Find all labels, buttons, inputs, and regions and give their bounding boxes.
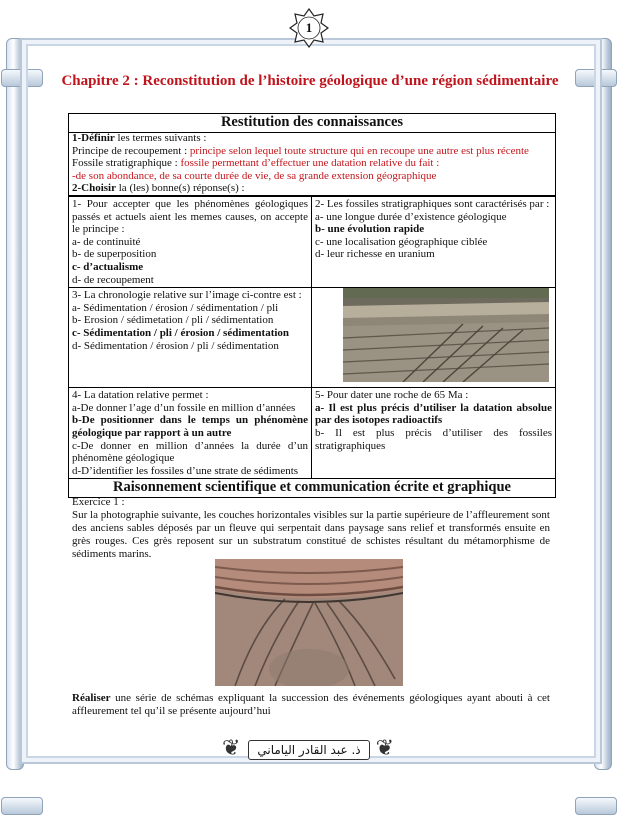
question-4: 4- La datation relative permet : a-De donner l’age d’un fossile en million d’années b-De positionner dans le temps un phénomène géologique par rapport à un autre c-De donner en million d’années la durée d’un phénomène géologique d-D’identifier les fossiles d’une strate de sédiments bbox=[69, 388, 312, 480]
exercise-title: Exercice 1 : bbox=[72, 496, 125, 508]
left-ornament-icon: ❦ bbox=[222, 735, 241, 760]
page-number: 1 bbox=[305, 20, 313, 35]
section-heading-restitution: Restitution des connaissances bbox=[68, 113, 556, 133]
exercise-task: Réaliser une série de schémas expliquant la succession des événements géologiques ayant abouti à cet affleurement tel qu’il se présente aujourd’hui bbox=[72, 692, 550, 717]
section-heading-raisonnement: Raisonnement scientifique et communication écrite et graphique bbox=[68, 478, 556, 498]
chapter-title: Chapitre 2 : Reconstitution de l’histoire géologique d’une région sédimentaire bbox=[61, 73, 559, 89]
page-number-badge bbox=[289, 8, 329, 48]
exercise-text: Sur la photographie suivante, les couches horizontales visibles sur la partie supérieure de l’affleurement sont des anciens sables déposés par un fleuve qui serpentait dans paysage sans relief et transformés ensuite en grès rouges. Ces grès reposent sur un substratum constitué de schistes résultant du métamorphisme de sédiments marins. bbox=[72, 509, 550, 560]
exercise-1 bbox=[72, 496, 550, 561]
definitions-block: 1-Définir les termes suivants : Principe de recoupement : principe selon lequel toute structure qui en recoupe une autre est plus récente Fossile stratigraphique : fossile permettant d’effectuer une datation relative du fait : -de son abondance, de sa courte durée de vie, de sa grande extension géographique 2-Choisir la (les) bonne(s) réponse(s) : bbox=[68, 132, 556, 196]
outcrop-photo-exercise-1 bbox=[215, 559, 403, 686]
def-fossile: fossile permettant d’effectuer une datation relative du fait : bbox=[180, 157, 440, 170]
right-ornament-icon: ❦ bbox=[375, 735, 394, 760]
strata-photo-question-3 bbox=[343, 288, 549, 382]
question-5: 5- Pour dater une roche de 65 Ma : a- Il est plus précis d’utiliser la datation absolue par des isotopes radioactifs b- Il est plus précis d’utiliser des fossiles stratigraphiques bbox=[312, 388, 556, 480]
def-recoupement: principe selon lequel toute structure qui en recoupe une autre est plus récente bbox=[189, 144, 529, 157]
def-fossile-detail: -de son abondance, de sa courte durée de vie, de sa grande extension géographique bbox=[72, 169, 437, 182]
term-fossile: Fossile stratigraphique : bbox=[72, 157, 181, 170]
author-signature: ❦ ذ. عبد القادر الياماني ❦ bbox=[222, 735, 394, 760]
question-2: 2- Les fossiles stratigraphiques sont caractérisés par : a- une longue durée d’existence géologique b- une évolution rapide c- une localisation géographique ciblée d- leur richesse en uranium bbox=[312, 197, 556, 288]
term-recoupement: Principe de recoupement : bbox=[72, 144, 190, 157]
question-3: 3- La chronologie relative sur l’image ci-contre est : a- Sédimentation / érosion / sédimentation / pli b- Erosion / sédimetation / pli / sédimentation c- Sédimentation / pli / érosion / sédimentation d- Sédimentation / érosion / pli / sédimentation bbox=[69, 288, 312, 388]
question-1: 1- Pour accepter que les phénomènes géologiques passés et actuels aient les memes causes, on accepte le principe : a- de continuité b- de superposition c- d’actualisme d- de recoupement bbox=[69, 197, 312, 288]
